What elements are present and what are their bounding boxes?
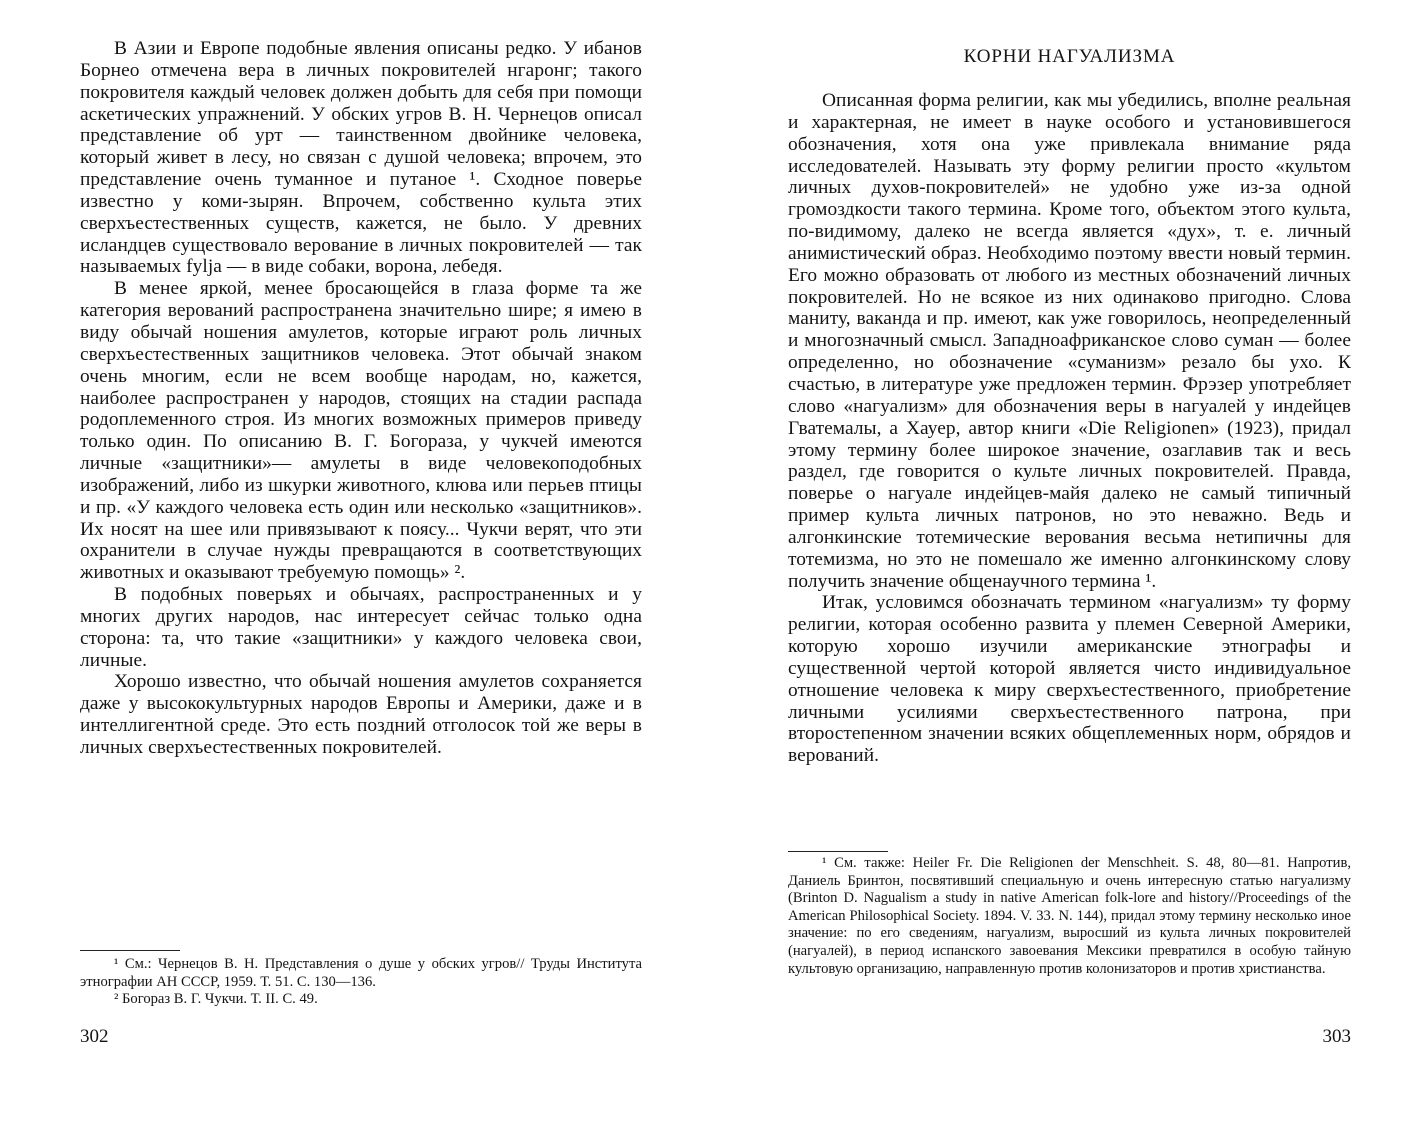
- paragraph: В Азии и Европе подобные явления описаны редко. У ибанов Борнео отмечена вера в личных покровителей нгаронг; такого покровителя каждый человек должен добыть для себя при помощи аскетических упражнений. У обских угров В. Н. Чернецов описал представление об урт — таинственном двойнике человека, который живет в лесу, но связан с душой человека; впрочем, это представление очень туманное и путаное ¹. Сходное поверье известно у коми-зырян. Впрочем, собственно культа этих сверхъестественных существ, кажется, не было. У древних исландцев существовало верование в личных покровителей — так называемых fylja — в виде собаки, ворона, лебедя.: [80, 38, 642, 278]
- left-page: [80, 0, 642, 1130]
- right-page: [788, 0, 1351, 1130]
- left-page-footnotes: [80, 956, 642, 1009]
- paragraph: В менее яркой, менее бросающейся в глаза форме та же категория верований распространена значительно шире; я имею в виду обычай ношения амулетов, которые играют роль личных сверхъестественных защитников человека. Этот обычай знаком очень многим, если не всем вообще народам, но, кажется, наиболее распространен у народов, стоящих на стадии распада родоплеменного строя. Из многих возможных примеров приведу только один. По описанию В. Г. Богораза, у чукчей имеются личные «защитники»— амулеты в виде человекоподобных изображений, либо из шкурки животного, клюва или перьев птицы и пр. «У каждого человека есть один или несколько «защитников». Их носят на шее или привязывают к поясу... Чукчи верят, что эти охранители в случае нужды превращаются в соответствующих животных и оказывают требуемую помощь» ².: [80, 278, 642, 584]
- left-page-body: [80, 38, 642, 759]
- right-page-footnotes: [788, 855, 1351, 978]
- footnote: ¹ См. также: Heiler Fr. Die Religionen der Menschheit. S. 48, 80—81. Напротив, Даниель Бринтон, посвятивший специальную и очень интересную статью нагуализму (Brinton D. Nagualism a study in native American folk-lore and history//Proceedings of the American Philosophical Society. 1894. V. 33. N. 144), придал этому термину несколько иное значение: по его сведениям, нагуализм, выросший из культа личных покровителей (нагуалей), в период испанского завоевания Мексики превратился в особую тайную культовую организацию, направленную против колонизаторов и против христианства.: [788, 855, 1351, 977]
- footnote: ¹ См.: Чернецов В. Н. Представления о душе у обских угров// Труды Института этнографии АН СССР, 1959. Т. 51. С. 130—136.: [80, 956, 642, 990]
- paragraph: В подобных поверьях и обычаях, распространенных и у многих других народов, нас интересует сейчас только одна сторона: та, что такие «защитники» у каждого человека свои, личные.: [80, 584, 642, 671]
- footnote-rule: [80, 950, 180, 951]
- page-number-left: 302: [80, 1026, 109, 1047]
- paragraph: Итак, условимся обозначать термином «нагуализм» ту форму религии, которая особенно развита у племен Северной Америки, которую хорошо изучили американские этнографы и существенной чертой которой является чисто индивидуальное отношение человека к миру сверхъестественного, приобретение личными усилиями сверхъестественного патрона, при второстепенном значении всяких общеплеменных норм, обрядов и верований.: [788, 592, 1351, 767]
- right-page-body: [788, 90, 1351, 767]
- page-number-right: 303: [1322, 1026, 1351, 1047]
- paragraph: Описанная форма религии, как мы убедились, вполне реальная и характерная, не имеет в науке особого и установившегося обозначения, хотя она уже привлекала внимание ряда исследователей. Называть эту форму религии просто «культом личных духов-покровителей» не удобно уже из-за одной громоздкости такого термина. Кроме того, объектом этого культа, по-видимому, далеко не всегда является «дух», т. е. личный анимистический образ. Необходимо поэтому ввести новый термин. Его можно образовать от любого из местных обозначений личных покровителей. Но не всякое из них одинаково пригодно. Слова маниту, ваканда и пр. имеют, как уже говорилось, неопределенный и многозначный смысл. Западноафриканское слово суман — более определенно, но обозначение «суманизм» резало бы ухо. К счастью, в литературе уже предложен термин. Фрэзер употребляет слово «нагуализм» для обозначения веры в нагуалей у индейцев Гватемалы, а Хауер, автор книги «Die Religionen» (1923), придал этому термину более широкое значение, озаглавив так и весь раздел, где говорится о культе личных покровителей. Правда, поверье о нагуале индейцев-майя далеко не самый типичный пример культа личных патронов, но это неважно. Ведь и алгонкинские тотемические верования весьма нетипичны для тотемизма, но это не помешало же именно алгонкинскому слову получить значение общенаучного термина ¹.: [788, 90, 1351, 592]
- footnote: ² Богораз В. Г. Чукчи. Т. II. С. 49.: [114, 991, 318, 1008]
- footnote-rule: [788, 851, 888, 852]
- paragraph: Хорошо известно, что обычай ношения амулетов сохраняется даже у высококультурных народов Европы и Америки, даже и в интеллигентной среде. Это есть поздний отголосок той же веры в личных сверхъестественных покровителей.: [80, 671, 642, 758]
- chapter-heading: КОРНИ НАГУАЛИЗМА: [963, 46, 1176, 67]
